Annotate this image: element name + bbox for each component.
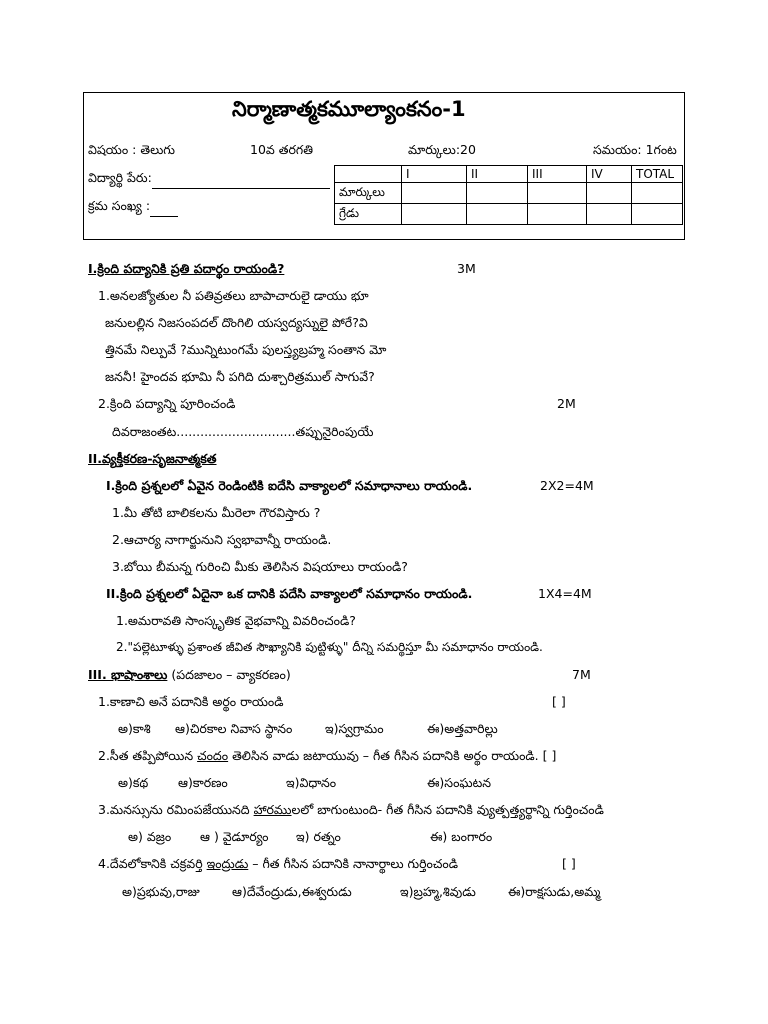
class-label: 10వ తరగతి [250, 142, 313, 157]
q4-underlined-word: ఇంద్రుడు [206, 856, 249, 871]
q4-text-a: 4.దేవలోకానికి చక్రవర్తి [98, 856, 207, 871]
q2-text-a: 2.సీత తప్పిపోయిన [98, 748, 198, 763]
student-name-field [88, 170, 330, 189]
time-label: సమయం: 1గంట [593, 142, 677, 157]
section3-q4 [98, 856, 458, 875]
section3-heading [88, 667, 291, 686]
option-item: ఆ)చిరకాల నివాస స్థానం [175, 721, 293, 736]
section2-heading: II.వ్యక్తీకరణ-సృజనాత్మకత [88, 451, 217, 466]
subject-label: విషయం : తెలుగు [88, 142, 175, 157]
table-cell [402, 183, 467, 204]
table-cell [587, 183, 632, 204]
marks-label: మార్కులు:20 [408, 142, 476, 157]
section2-partA-marks: 2X2=4M [540, 478, 594, 493]
marks-grade-table [334, 165, 683, 225]
option-item: ఈ) బంగారం [430, 829, 493, 844]
section1-q2-marks: 2M [557, 396, 576, 411]
q2-text-b: తెలిసిన వాడు జటాయువు – గీత గీసిన పదానికి అర్థం రాయండి. [ ] [228, 748, 557, 763]
section1-q2-line: దివరాజంతట..............................తప్పునైరింపుయే [112, 424, 374, 439]
option-item: ఇ) రత్నం [296, 829, 341, 844]
option-item: ఈ)రాక్షసుడు,అమ్మ [508, 884, 601, 899]
section3-marks: 7M [572, 667, 591, 682]
table-cell [587, 204, 632, 225]
section2-partB: II.క్రింది ప్రశ్నలలో ఏదైనా ఒక దానికి పదేసి వాక్యాలలో సమాధానం రాయండి. [106, 586, 473, 601]
table-cell [632, 183, 683, 204]
section2-partA: I.క్రింది ప్రశ్నలలో ఏవైన రెండింటికి ఐదేసి వాక్యాలలో సమాధానాలు రాయండి. [106, 478, 473, 493]
roll-number-label: క్రమ సంఖ్య : [88, 198, 151, 213]
question-item: 1.అమరావతి సాంస్కృతిక వైభవాన్ని వివరించండి? [116, 613, 356, 628]
question-item: 1.మీ తోటి బాలికలను మీరెలా గౌరవిస్తారు ? [112, 505, 321, 520]
option-item: అ) వజ్రం [128, 829, 172, 844]
option-item: ఈ)అత్తవారిల్లు [427, 721, 498, 736]
table-cell [528, 204, 587, 225]
section3-q2 [98, 748, 556, 767]
table-header-cell: TOTAL [632, 166, 683, 183]
section3-heading-sub: (పదజాలం – వ్యాకరణం) [167, 667, 291, 682]
option-item: అ)ప్రభువు,రాజు [122, 884, 200, 899]
table-header-row [335, 166, 683, 183]
option-item: ఆ ) వైడూర్యం [200, 829, 269, 844]
section3-q1: 1.కాణాచి అనే పదానికి అర్థం రాయండి [98, 694, 284, 709]
section2-partB-marks: 1X4=4M [538, 586, 592, 601]
table-row-label: గ్రేడు [335, 204, 402, 225]
table-cell [528, 183, 587, 204]
option-item: ఇ)బ్రహ్మ,శివుడు [400, 884, 476, 899]
table-header-cell [335, 166, 402, 183]
poem-line: త్తినమే నిల్పువే ?మున్నిటుంగమే పులస్త్యబ్రహ్మ సంతాన మో [105, 342, 387, 357]
student-name-blank [152, 188, 330, 189]
table-cell [467, 183, 528, 204]
question-item: 3.బోయి బీమన్న గురించి మీకు తెలిసిన విషయాలు రాయండి? [112, 559, 408, 574]
option-item: అ)కథ [118, 775, 149, 790]
q2-underlined-word: చందం [197, 748, 229, 763]
poem-line: జననీ! హైందవ భూమి నీ పగిది దుశ్చారిత్రముల్ సాగువే? [105, 369, 375, 384]
roll-number-field [88, 198, 178, 217]
section3-q1-answer-bracket: [ ] [552, 694, 566, 709]
option-item: ఇ)విధానం [286, 775, 337, 790]
table-row [335, 183, 683, 204]
option-item: ఆ)దేవేంద్రుడు,ఈశ్వరుడు [232, 884, 352, 899]
q3-text-b: లలో బాగుంటుంది- గీత గీసిన పదానికి వ్యుత్పత్త్యర్థాన్ని గుర్తించండి [291, 802, 604, 817]
table-row [335, 204, 683, 225]
option-item: అ)కాశి [118, 721, 151, 736]
table-cell [467, 204, 528, 225]
q4-text-b: – గీత గీసిన పదానికి నానార్థాలు గుర్తించండి [248, 856, 458, 871]
table-cell [632, 204, 683, 225]
table-header-cell: III [528, 166, 587, 183]
q3-underlined-word: హారము [253, 802, 292, 817]
student-name-label: విద్యార్థి పేరు: [88, 170, 152, 185]
question-item: 2."పల్లెటూళ్ళు ప్రశాంత జీవిత సౌఖ్యానికి పుట్టిళ్ళు" దీన్ని సమర్థిస్తూ మీ సమాధానం రాయండి. [116, 640, 543, 654]
section1-marks: 3M [457, 261, 476, 276]
table-header-cell: IV [587, 166, 632, 183]
question-item: 2.ఆచార్య నాగార్జునుని స్వభావాన్నీ రాయండి. [112, 532, 332, 547]
table-header-cell: I [402, 166, 467, 183]
section3-q3 [98, 802, 604, 821]
section1-heading: I.క్రింది పద్యానికి ప్రతి పదార్థం రాయండి? [88, 261, 285, 276]
table-row-label: మార్కులు [335, 183, 402, 204]
option-item: ఇ)స్వగ్రామం [325, 721, 384, 736]
q3-text-a: 3.మనస్సును రమింపజేయునది [98, 802, 254, 817]
section1-q2: 2.క్రింది పద్యాన్ని పూరించండి [98, 396, 236, 411]
page-title: నిర్మాణాత్మకమూల్యాంకనం-1 [232, 97, 466, 121]
roll-number-blank [150, 216, 178, 217]
section3-heading-main: III. భాషాంశాలు [88, 667, 168, 682]
table-header-cell: II [467, 166, 528, 183]
table-cell [402, 204, 467, 225]
option-item: ఆ)కారణం [178, 775, 228, 790]
section3-q4-answer-bracket: [ ] [562, 856, 576, 871]
option-item: ఈ)సంఘటన [427, 775, 492, 790]
poem-line: 1.అనలజ్యోతుల నీ పతివ్రతలు బాపాచారులై డాయు భూ [98, 288, 369, 303]
poem-line: జనులల్లిన నిజసంపదల్ దొంగిలి యస్వద్యస్నులై పోరే?వి [105, 315, 368, 330]
